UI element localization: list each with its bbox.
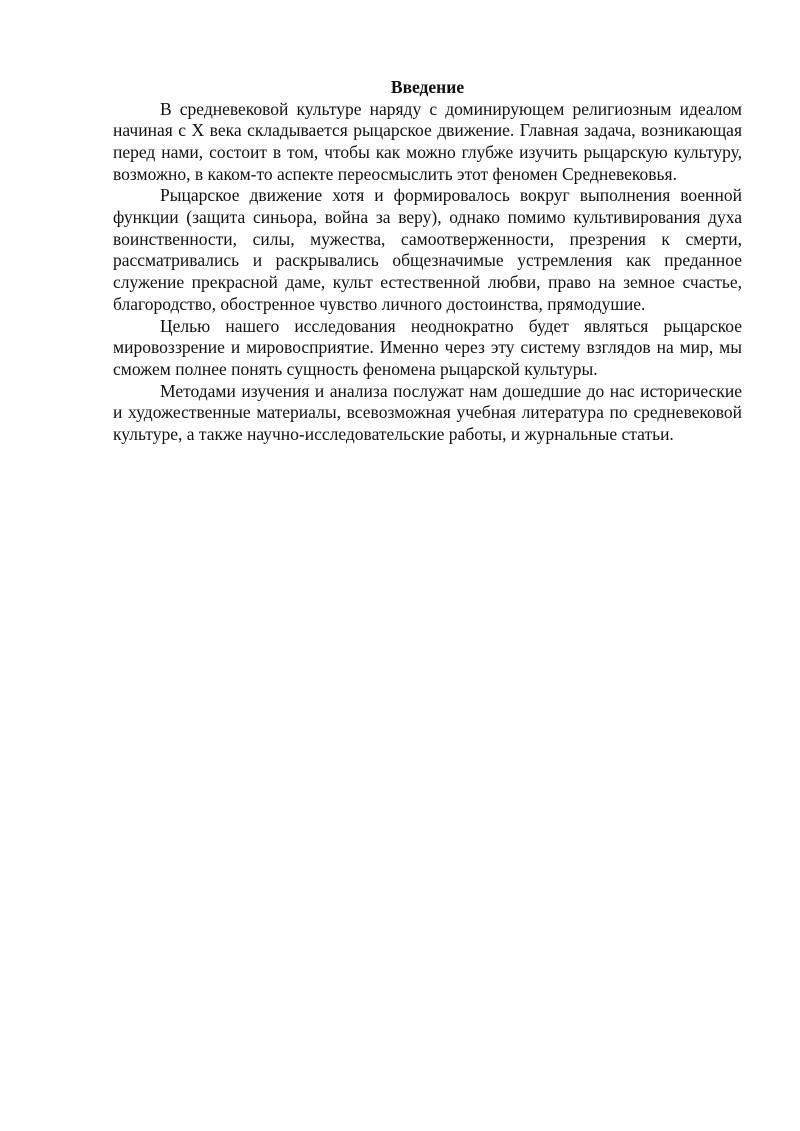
document-title: Введение	[390, 77, 465, 97]
paragraph-intro: В средневековой культуре наряду с доминирующем религиозным идеалом начиная с X века складывается рыцарское движение. Главная задача, возникающая перед нами, состоит в том, чтобы как можно глубже изучить рыцарскую культуру, возможно, в каком-то аспекте переосмыслить этот феномен Средневековья.	[113, 98, 742, 184]
paragraph-knighthood-ideals: Рыцарское движение хотя и формировалось вокруг выполнения военной функции (защита синьора, война за веру), однако помимо культивирования духа воинственности, силы, мужества, самоотверженности, презрения к смерти, рассматривались и раскрывались общезначимые устремления как преданное служение прекрасной даме, культ естественной любви, право на земное счастье, благородство, обостренное чувство личного достоинства, прямодушие.	[113, 185, 742, 314]
paragraph-methods: Методами изучения и анализа послужат нам дошедшие до нас исторические и художественные материалы, всевозможная учебная литература по средневековой культуре, а также научно-исследовательские работы, и журнальные статьи.	[113, 380, 742, 445]
paragraph-research-goal: Целью нашего исследования неоднократно будет являться рыцарское мировоззрение и мировосприятие. Именно через эту систему взглядов на мир, мы сможем полнее понять сущность феномена рыцарской культуры.	[113, 315, 742, 379]
